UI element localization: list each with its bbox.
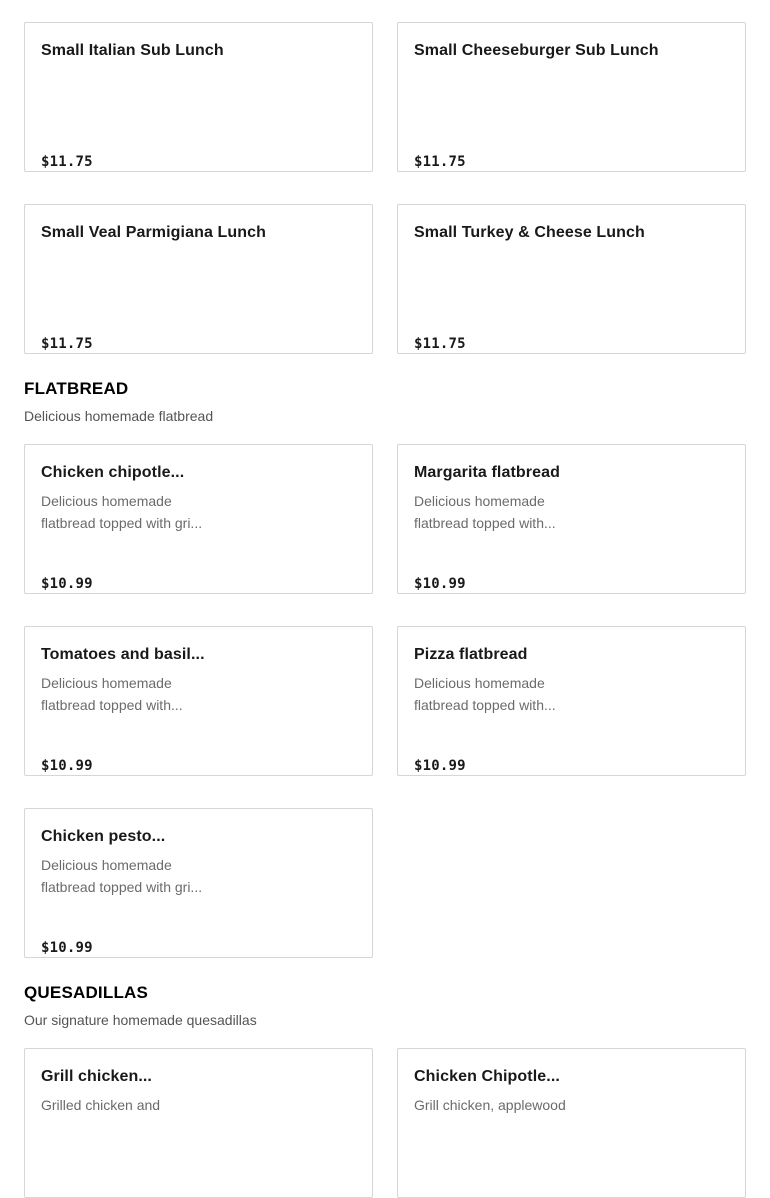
- menu-item-card[interactable]: [24, 626, 373, 776]
- menu-item-card[interactable]: [397, 204, 746, 354]
- item-name: Margarita flatbread: [414, 464, 560, 481]
- item-description: Grilled chicken and: [41, 1097, 161, 1113]
- item-name: Grill chicken...: [41, 1068, 152, 1085]
- item-price: $10.99: [41, 758, 93, 774]
- quesadillas-items-grid: [24, 1048, 746, 1198]
- item-price: $11.75: [414, 336, 466, 352]
- item-name: Small Cheeseburger Sub Lunch: [414, 42, 659, 59]
- menu-item-card[interactable]: [397, 444, 746, 594]
- item-name: Small Italian Sub Lunch: [41, 42, 224, 59]
- item-price: $11.75: [41, 336, 93, 352]
- menu-item-card[interactable]: [24, 22, 373, 172]
- item-description: Grill chicken, applewood: [414, 1097, 566, 1113]
- item-price: $10.99: [41, 940, 93, 956]
- menu-item-card[interactable]: [24, 1048, 373, 1198]
- flatbread-items-grid: [24, 444, 746, 958]
- section-description-quesadillas: Our signature homemade quesadillas: [24, 1012, 257, 1028]
- item-price: $10.99: [414, 758, 466, 774]
- item-description: Delicious homemade flatbread topped with...: [41, 675, 183, 713]
- section-description-flatbread: Delicious homemade flatbread: [24, 408, 214, 424]
- menu-item-card[interactable]: [24, 444, 373, 594]
- section-title-flatbread: FLATBREAD: [24, 379, 129, 398]
- menu-item-card[interactable]: [24, 808, 373, 958]
- lunch-items-grid: [24, 22, 746, 354]
- item-description: Delicious homemade flatbread topped with gri...: [41, 857, 203, 895]
- item-name: Small Turkey & Cheese Lunch: [414, 224, 645, 241]
- item-name: Chicken Chipotle...: [414, 1068, 560, 1085]
- item-name: Chicken pesto...: [41, 828, 166, 845]
- item-price: $10.99: [414, 576, 466, 592]
- item-name: Pizza flatbread: [414, 646, 528, 663]
- item-price: $10.99: [41, 576, 93, 592]
- item-price: $11.75: [414, 154, 466, 170]
- item-price: $11.75: [41, 154, 93, 170]
- menu-item-card[interactable]: [397, 22, 746, 172]
- section-title-quesadillas: QUESADILLAS: [24, 983, 149, 1002]
- menu-item-card[interactable]: [397, 1048, 746, 1198]
- item-name: Chicken chipotle...: [41, 464, 185, 481]
- item-description: Delicious homemade flatbread topped with...: [414, 493, 556, 531]
- item-description: Delicious homemade flatbread topped with...: [414, 675, 556, 713]
- item-name: Tomatoes and basil...: [41, 646, 205, 663]
- item-name: Small Veal Parmigiana Lunch: [41, 224, 267, 241]
- menu-item-card[interactable]: [24, 204, 373, 354]
- item-description: Delicious homemade flatbread topped with gri...: [41, 493, 203, 531]
- menu-item-card[interactable]: [397, 626, 746, 776]
